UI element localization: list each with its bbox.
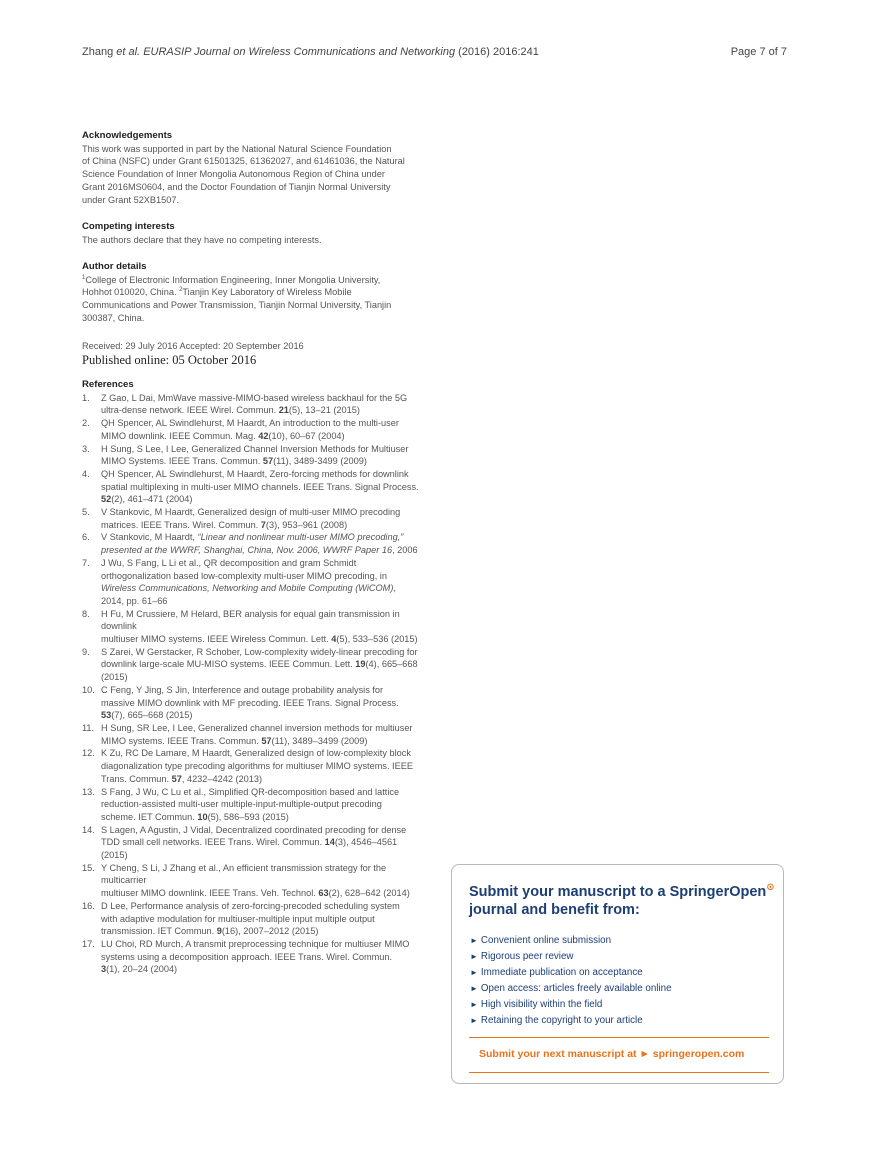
springeropen-logo-icon: ⊙ (766, 882, 775, 894)
reference-line: matrices. IEEE Trans. Wirel. Commun. 7(3), 953–961 (2008) (101, 519, 348, 530)
reference-line: ultra-dense network. IEEE Wirel. Commun. 21(5), 13–21 (2015) (101, 405, 360, 416)
promo-title (469, 883, 779, 919)
reference-item (82, 417, 424, 442)
cta-arrow-icon: ► (639, 1048, 650, 1060)
competing-interests-heading: Competing interests (82, 221, 175, 232)
reference-item (82, 747, 424, 785)
reference-line: C Feng, Y Jing, S Jin, Interference and outage probability analysis for (101, 684, 384, 695)
affiliation-1: College of Electronic Information Engineering, Inner Mongolia University, (85, 274, 381, 285)
header-citation: (2016) 2016:241 (458, 46, 539, 58)
reference-line: systems using a decomposition approach. IEEE Trans. Wirel. Commun. (101, 951, 393, 962)
reference-number: 6. (82, 532, 90, 543)
reference-line: S Lagen, A Agustin, J Vidal, Decentralized coordinated precoding for dense (101, 824, 407, 835)
reference-item (82, 938, 424, 976)
reference-line: MIMO Systems. IEEE Trans. Commun. 57(11), 3489-3499 (2009) (101, 456, 367, 467)
reference-line: reduction-assisted multi-user multiple-input-multiple-output precoding (101, 799, 382, 810)
benefit-text: Rigorous peer review (480, 951, 574, 962)
triangle-bullet-icon: ► (470, 1016, 478, 1025)
benefit-item (470, 981, 672, 997)
reference-line: transmission. IET Commun. 9(16), 2007–2012 (2015) (101, 926, 319, 937)
header-author: Zhang (82, 46, 114, 58)
reference-number: 17. (82, 938, 95, 949)
reference-line: QH Spencer, AL Swindlehurst, M Haardt, An introduction to the multi-user (101, 418, 399, 429)
reference-line: S Fang, J Wu, C Lu et al., Simplified QR-decomposition based and lattice (101, 786, 400, 797)
reference-line: V Stankovic, M Haardt, “Linear and nonlinear multi-user MIMO precoding,” (101, 532, 404, 543)
reference-item (82, 392, 424, 417)
reference-number: 3. (82, 443, 90, 454)
reference-line: 3(1), 20–24 (2004) (101, 964, 178, 975)
reference-line: diagonalization type precoding algorithms for multiuser MIMO systems. IEEE (101, 761, 413, 772)
author-details-heading: Author details (82, 261, 147, 272)
references-list (82, 392, 424, 976)
triangle-bullet-icon: ► (470, 936, 478, 945)
promo-cta[interactable] (479, 1048, 744, 1060)
reference-item (82, 443, 424, 468)
author-details-section (82, 261, 424, 325)
reference-line: J Wu, S Fang, L Li et al., QR decomposition and gram Schmidt (101, 557, 357, 568)
reference-line: Trans. Commun. 57, 4232–4242 (2013) (101, 773, 263, 784)
acknowledgements-text (82, 143, 424, 207)
reference-number: 5. (82, 507, 90, 518)
reference-line: presented at the WWRF, Shanghai, China, Nov. 2006, WWRF Paper 16, 2006 (101, 545, 418, 556)
reference-line: with adaptive modulation for multiuser-multiple input multiple output (101, 913, 375, 924)
header-journal: EURASIP Journal on Wireless Communications and Networking (143, 46, 456, 58)
reference-item (82, 506, 424, 531)
reference-line: orthogonalization based low-complexity multi-user MIMO precoding, in (101, 570, 387, 581)
acknowledgements-line: under Grant 52XB1507. (82, 194, 180, 205)
triangle-bullet-icon: ► (470, 984, 478, 993)
benefit-item (470, 949, 672, 965)
reference-number: 4. (82, 468, 90, 479)
reference-line: scheme. IET Commun. 10(5), 586–593 (2015) (101, 811, 289, 822)
reference-item (82, 900, 424, 938)
reference-number: 1. (82, 392, 90, 403)
benefit-item (470, 965, 672, 981)
reference-line: 52(2), 461–471 (2004) (101, 494, 193, 505)
page-number: Page 7 of 7 (730, 46, 787, 58)
reference-item (82, 531, 424, 556)
affiliation-2: Tianjin Key Laboratory of Wireless Mobile (182, 287, 352, 298)
author-details-line (82, 286, 424, 299)
acknowledgements-heading: Acknowledgements (82, 130, 173, 141)
cta-link[interactable]: springeropen.com (652, 1048, 745, 1060)
affiliation-sup-2: 2 (179, 287, 183, 294)
header-et-al: et al. (116, 46, 141, 58)
affiliation-1-cont: Hohhot 010020, China. (82, 287, 180, 298)
promo-title-line2: journal and benefit from: (469, 902, 640, 918)
reference-line: TDD small cell networks. IEEE Trans. Wirel. Commun. 14(3), 4546–4561 (2015) (101, 837, 398, 861)
reference-line: Y Cheng, S Li, J Zhang et al., An efficient transmission strategy for the multicarrier (101, 862, 387, 886)
reference-line: massive MIMO downlink with MF precoding. IEEE Trans. Signal Process. (101, 697, 399, 708)
promo-divider-top (469, 1037, 769, 1038)
reference-number: 2. (82, 418, 90, 429)
benefit-item (470, 1013, 672, 1029)
references-section (82, 379, 424, 976)
reference-number: 11. (82, 722, 95, 733)
author-details-line: Communications and Power Transmission, Tianjin Normal University, Tianjin (82, 300, 392, 311)
author-details-line: 300387, China. (82, 312, 145, 323)
reference-line: H Sung, S Lee, I Lee, Generalized Channel Inversion Methods for Multiuser (101, 443, 409, 454)
reference-line: H Fu, M Crussiere, M Helard, BER analysis for equal gain transmission in downlink (101, 608, 400, 632)
benefit-item (470, 997, 672, 1013)
reference-number: 9. (82, 646, 90, 657)
reference-line: K Zu, RC De Lamare, M Haardt, Generalized design of low-complexity block (101, 748, 411, 759)
reference-item (82, 646, 424, 684)
reference-item (82, 786, 424, 824)
reference-number: 12. (82, 748, 95, 759)
references-heading: References (82, 379, 134, 390)
reference-number: 7. (82, 557, 90, 568)
reference-item (82, 608, 424, 646)
reference-number: 10. (82, 684, 95, 695)
acknowledgements-section (82, 130, 424, 206)
reference-line: spatial multiplexing in multi-user MIMO channels. IEEE Trans. Signal Process. (101, 481, 419, 492)
acknowledgements-line: This work was supported in part by the National Natural Science Foundation (82, 143, 392, 154)
received-accepted-dates: Received: 29 July 2016 Accepted: 20 September 2016 (82, 341, 304, 351)
reference-item (82, 468, 424, 506)
benefit-item (470, 933, 672, 949)
competing-interests-section (82, 221, 424, 246)
reference-number: 13. (82, 786, 95, 797)
acknowledgements-line: of China (NSFC) under Grant 61501325, 61362027, and 61461036, the Natural (82, 156, 405, 167)
reference-line: multiuser MIMO downlink. IEEE Trans. Veh. Technol. 63(2), 628–642 (2014) (101, 888, 410, 899)
running-header (82, 46, 539, 58)
reference-number: 8. (82, 608, 90, 619)
reference-line: 53(7), 665–668 (2015) (101, 710, 193, 721)
affiliation-sup-1: 1 (82, 274, 86, 281)
reference-line: D Lee, Performance analysis of zero-forcing-precoded scheduling system (101, 900, 400, 911)
reference-line: LU Choi, RD Murch, A transmit preprocessing technique for multiuser MIMO (101, 938, 410, 949)
reference-line: MIMO downlink. IEEE Commun. Mag. 42(10), 60–67 (2004) (101, 430, 345, 441)
reference-number: 15. (82, 862, 95, 873)
reference-line: multiuser MIMO systems. IEEE Wireless Commun. Lett. 4(5), 533–536 (2015) (101, 634, 418, 645)
competing-interests-text: The authors declare that they have no competing interests. (82, 234, 322, 245)
reference-line: QH Spencer, AL Swindlehurst, M Haardt, Zero-forcing methods for downlink (101, 468, 409, 479)
reference-number: 16. (82, 900, 95, 911)
benefit-text: Immediate publication on acceptance (480, 967, 643, 978)
triangle-bullet-icon: ► (470, 968, 478, 977)
cta-text: Submit your next manuscript at (479, 1048, 637, 1060)
dates-section (82, 340, 424, 367)
springeropen-promo-box (451, 864, 784, 1084)
author-details-line (82, 274, 424, 287)
reference-line: Z Gao, L Dai, MmWave massive-MIMO-based wireless backhaul for the 5G (101, 392, 408, 403)
reference-number: 14. (82, 824, 95, 835)
triangle-bullet-icon: ► (470, 1000, 478, 1009)
acknowledgements-line: Grant 2016MS0604, and the Doctor Foundation of Tianjin Normal University (82, 181, 391, 192)
reference-item (82, 557, 424, 608)
benefit-text: Retaining the copyright to your article (480, 1015, 643, 1026)
benefits-list (470, 933, 672, 1029)
promo-divider-bottom (469, 1072, 769, 1073)
reference-line: H Sung, SR Lee, I Lee, Generalized channel inversion methods for multiuser (101, 722, 413, 733)
benefit-text: High visibility within the field (480, 999, 603, 1010)
reference-item (82, 722, 424, 747)
reference-line: S Zarei, W Gerstacker, R Schober, Low-complexity widely-linear precoding for (101, 646, 418, 657)
reference-line: 2014, pp. 61–66 (101, 595, 168, 606)
reference-line: V Stankovic, M Haardt, Generalized design of multi-user MIMO precoding (101, 507, 401, 518)
triangle-bullet-icon: ► (470, 952, 478, 961)
reference-line: Wireless Communications, Networking and Mobile Computing (WiCOM), (101, 583, 396, 594)
reference-item (82, 862, 424, 900)
reference-line: MIMO systems. IEEE Trans. Commun. 57(11), 3489–3499 (2009) (101, 735, 368, 746)
benefit-text: Open access: articles freely available online (480, 983, 672, 994)
published-date: Published online: 05 October 2016 (82, 352, 257, 367)
acknowledgements-line: Science Foundation of Inner Mongolia Autonomous Region of China under (82, 169, 385, 180)
reference-line: downlink large-scale MU-MISO systems. IEEE Commun. Lett. 19(4), 665–668 (2015) (101, 659, 418, 683)
benefit-text: Convenient online submission (480, 935, 612, 946)
reference-item (82, 684, 424, 722)
promo-title-line1: Submit your manuscript to a SpringerOpen (469, 884, 767, 900)
reference-item (82, 824, 424, 862)
